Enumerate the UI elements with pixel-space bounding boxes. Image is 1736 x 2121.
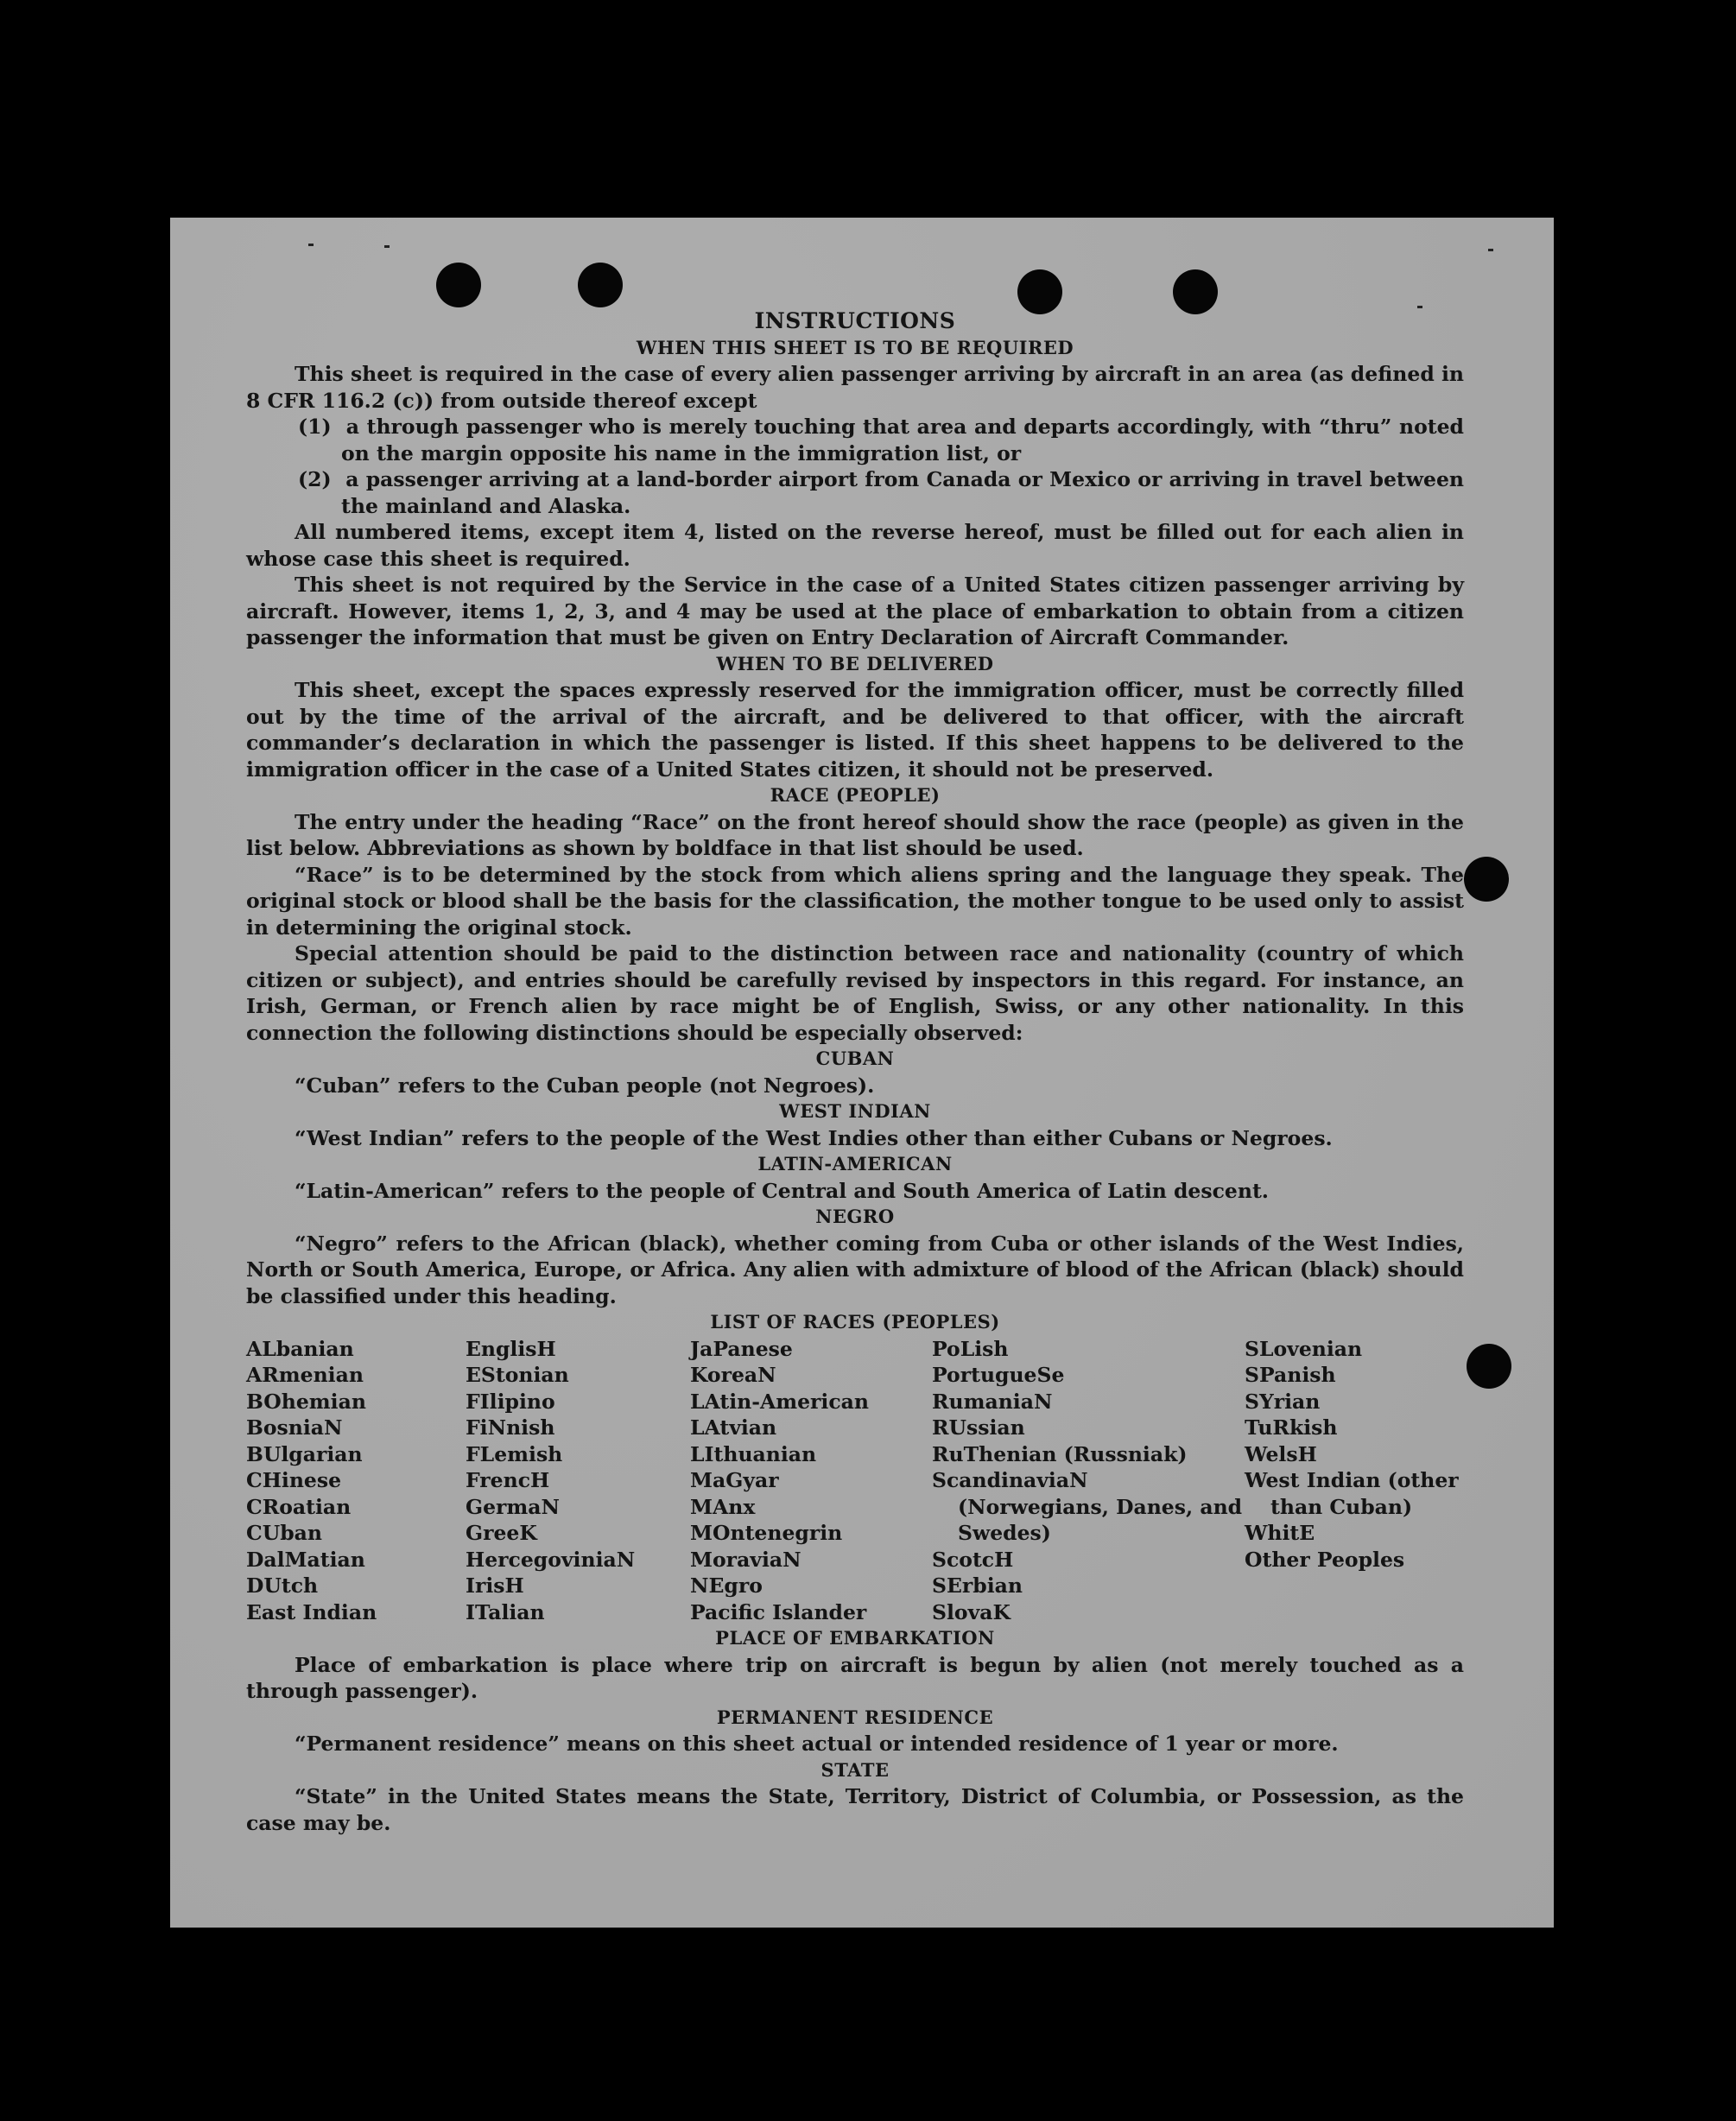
punch-hole [436, 263, 481, 307]
race-paragraph-2: “Race” is to be determined by the stock from which aliens spring and the language they speak. The original stock or blood shall be the basis for the classification, the mother tongue to be used only to assist in determining the original stock. [246, 862, 1464, 940]
race-item: BUlgarian [246, 1441, 363, 1466]
race-item: DUtch [246, 1573, 319, 1598]
race-heading: RACE (PEOPLE) [770, 784, 941, 806]
races-column-1 [246, 1336, 466, 1626]
race-item: SPanish [1245, 1363, 1336, 1387]
punch-hole [1464, 857, 1509, 902]
race-item: GreeK [466, 1521, 537, 1545]
state-text: “State” in the United States means the State, Territory, District of Columbia, or Possession, as the case may be. [246, 1784, 1464, 1835]
exception-item-2: (2) a passenger arriving at a land-border airport from Canada or Mexico or arriving in travel between the mainland and Alaska. [298, 467, 1464, 518]
race-item: SYrian [1245, 1389, 1321, 1414]
embarkation-text: Place of embarkation is place where trip on aircraft is begun by alien (not merely touched as a through passenger). [246, 1652, 1464, 1703]
race-paragraph-1: The entry under the heading “Race” on the front hereof should show the race (people) as given in the list below. Abbreviations as shown by boldface in that list should be used. [246, 809, 1464, 860]
race-item: MAnx [690, 1494, 756, 1519]
when-delivered-heading: WHEN TO BE DELIVERED [716, 652, 994, 674]
race-item: SlovaK [932, 1599, 1011, 1624]
instructions-text [246, 308, 1464, 1836]
races-column-2 [466, 1336, 690, 1626]
races-column-4 [932, 1336, 1245, 1626]
race-item: CRoatian [246, 1494, 352, 1519]
punch-hole [1467, 1344, 1511, 1389]
race-item: BosniaN [246, 1415, 343, 1440]
race-item: JaPanese [690, 1336, 793, 1361]
west-indian-heading: WEST INDIAN [779, 1100, 931, 1122]
race-item: EnglisH [466, 1336, 556, 1361]
race-item: Other Peoples [1245, 1547, 1405, 1572]
race-item: ITalian [466, 1599, 545, 1624]
race-item: WhitE [1245, 1521, 1315, 1545]
race-item: EStonian [466, 1363, 569, 1387]
embarkation-heading: PLACE OF EMBARKATION [715, 1627, 995, 1649]
negro-text: “Negro” refers to the African (black), whether coming from Cuba or other islands of the West Indies, North or South America, Europe, or Africa. Any alien with admixture of blood of the African (black) should be classified under this heading. [246, 1231, 1464, 1308]
residence-heading: PERMANENT RESIDENCE [716, 1706, 994, 1728]
race-item: HercegoviniaN [466, 1547, 636, 1572]
scan-speck [384, 245, 390, 248]
race-item: East Indian [246, 1599, 377, 1624]
race-item: RumaniaN [932, 1389, 1053, 1414]
when-required-intro: This sheet is required in the case of every alien passenger arriving by aircraft in an area (as defined in 8 CFR 116.2 (c)) from outside thereof except [246, 362, 1464, 413]
race-item: MoraviaN [690, 1547, 801, 1572]
race-item: NEgro [690, 1573, 763, 1598]
race-item: FIlipino [466, 1389, 555, 1414]
race-item: GermaN [466, 1494, 560, 1519]
race-item: CHinese [246, 1468, 342, 1492]
race-item: DalMatian [246, 1547, 365, 1572]
cuban-text: “Cuban” refers to the Cuban people (not Negroes). [295, 1073, 875, 1098]
race-item: RUssian [932, 1415, 1025, 1440]
race-item: TuRkish [1245, 1415, 1338, 1440]
scan-speck [1488, 249, 1493, 251]
race-item: PortugueSe [932, 1363, 1065, 1387]
state-heading: STATE [820, 1758, 890, 1781]
punch-hole [578, 263, 623, 307]
race-item: BOhemian [246, 1389, 366, 1414]
scanned-document-page [170, 218, 1554, 1928]
west-indian-text: “West Indian” refers to the people of the West Indies other than either Cubans or Negroes. [295, 1125, 1333, 1150]
race-item: FiNnish [466, 1415, 555, 1440]
scan-speck [308, 244, 314, 246]
race-item: RuThenian (Russniak) [932, 1441, 1188, 1466]
race-item: CUban [246, 1521, 322, 1545]
latin-american-text: “Latin-American” refers to the people of Central and South America of Latin descent. [295, 1178, 1269, 1203]
race-item: SErbian [932, 1573, 1023, 1598]
race-item: WelsH [1245, 1441, 1317, 1466]
race-item: LIthuanian [690, 1441, 817, 1466]
race-item: KoreaN [690, 1363, 776, 1387]
race-item: ARmenian [246, 1363, 364, 1387]
race-item: Pacific Islander [690, 1599, 867, 1624]
race-item: ScandinaviaN (Norwegians, Danes, and Swedes) [932, 1468, 1243, 1545]
negro-heading: NEGRO [815, 1206, 895, 1227]
instructions-title: INSTRUCTIONS [754, 308, 956, 333]
when-delivered-text: This sheet, except the spaces expressly reserved for the immigration officer, must be correctly filled out by the time of the arrival of the aircraft, and be delivered to that officer, with the aircraft commander’s declaration in which the passenger is listed. If this sheet happens to be delivered to the immigration officer in the case of a United States citizen, it should not be preserved. [246, 678, 1464, 782]
latin-american-heading: LATIN-AMERICAN [757, 1153, 953, 1174]
race-item: FrencH [466, 1468, 550, 1492]
race-item: PoLish [932, 1336, 1009, 1361]
when-required-heading: WHEN THIS SHEET IS TO BE REQUIRED [636, 336, 1074, 358]
race-item: SLovenian [1245, 1336, 1363, 1361]
race-item: FLemish [466, 1441, 563, 1466]
cuban-heading: CUBAN [815, 1048, 895, 1069]
numbered-items-paragraph: All numbered items, except item 4, listed on the reverse hereof, must be filled out for each alien in whose case this sheet is required. [246, 520, 1464, 571]
citizen-paragraph: This sheet is not required by the Service in the case of a United States citizen passenger arriving by aircraft. However, items 1, 2, 3, and 4 may be used at the place of embarkation to obtain from a citizen passenger the information that must be given on Entry Declaration of Aircraft Commander. [246, 573, 1464, 649]
race-item: ScotcH [932, 1547, 1014, 1572]
race-item: MaGyar [690, 1468, 779, 1492]
residence-text: “Permanent residence” means on this sheet actual or intended residence of 1 year or more. [295, 1732, 1339, 1756]
race-item: ALbanian [246, 1336, 354, 1361]
races-list [246, 1336, 1464, 1626]
race-item: LAtin-American [690, 1389, 869, 1414]
race-paragraph-3: Special attention should be paid to the distinction between race and nationality (country of which citizen or subject), and entries should be carefully revised by inspectors in this regard. For instance, an Irish, German, or French alien by race might be of English, Swiss, or any other nationality. In this connection the following distinctions should be especially observed: [246, 941, 1464, 1045]
race-item: MOntenegrin [690, 1521, 843, 1545]
race-item: IrisH [466, 1573, 524, 1598]
race-item: LAtvian [690, 1415, 777, 1440]
race-item: West Indian (other than Cuban) [1245, 1468, 1459, 1519]
races-column-5 [1245, 1336, 1464, 1626]
races-list-heading: LIST OF RACES (PEOPLES) [710, 1311, 1000, 1333]
exception-item-1: (1) a through passenger who is merely touching that area and departs accordingly, with “thru” noted on the margin opposite his name in the immigration list, or [298, 415, 1464, 465]
races-column-3 [690, 1336, 932, 1626]
